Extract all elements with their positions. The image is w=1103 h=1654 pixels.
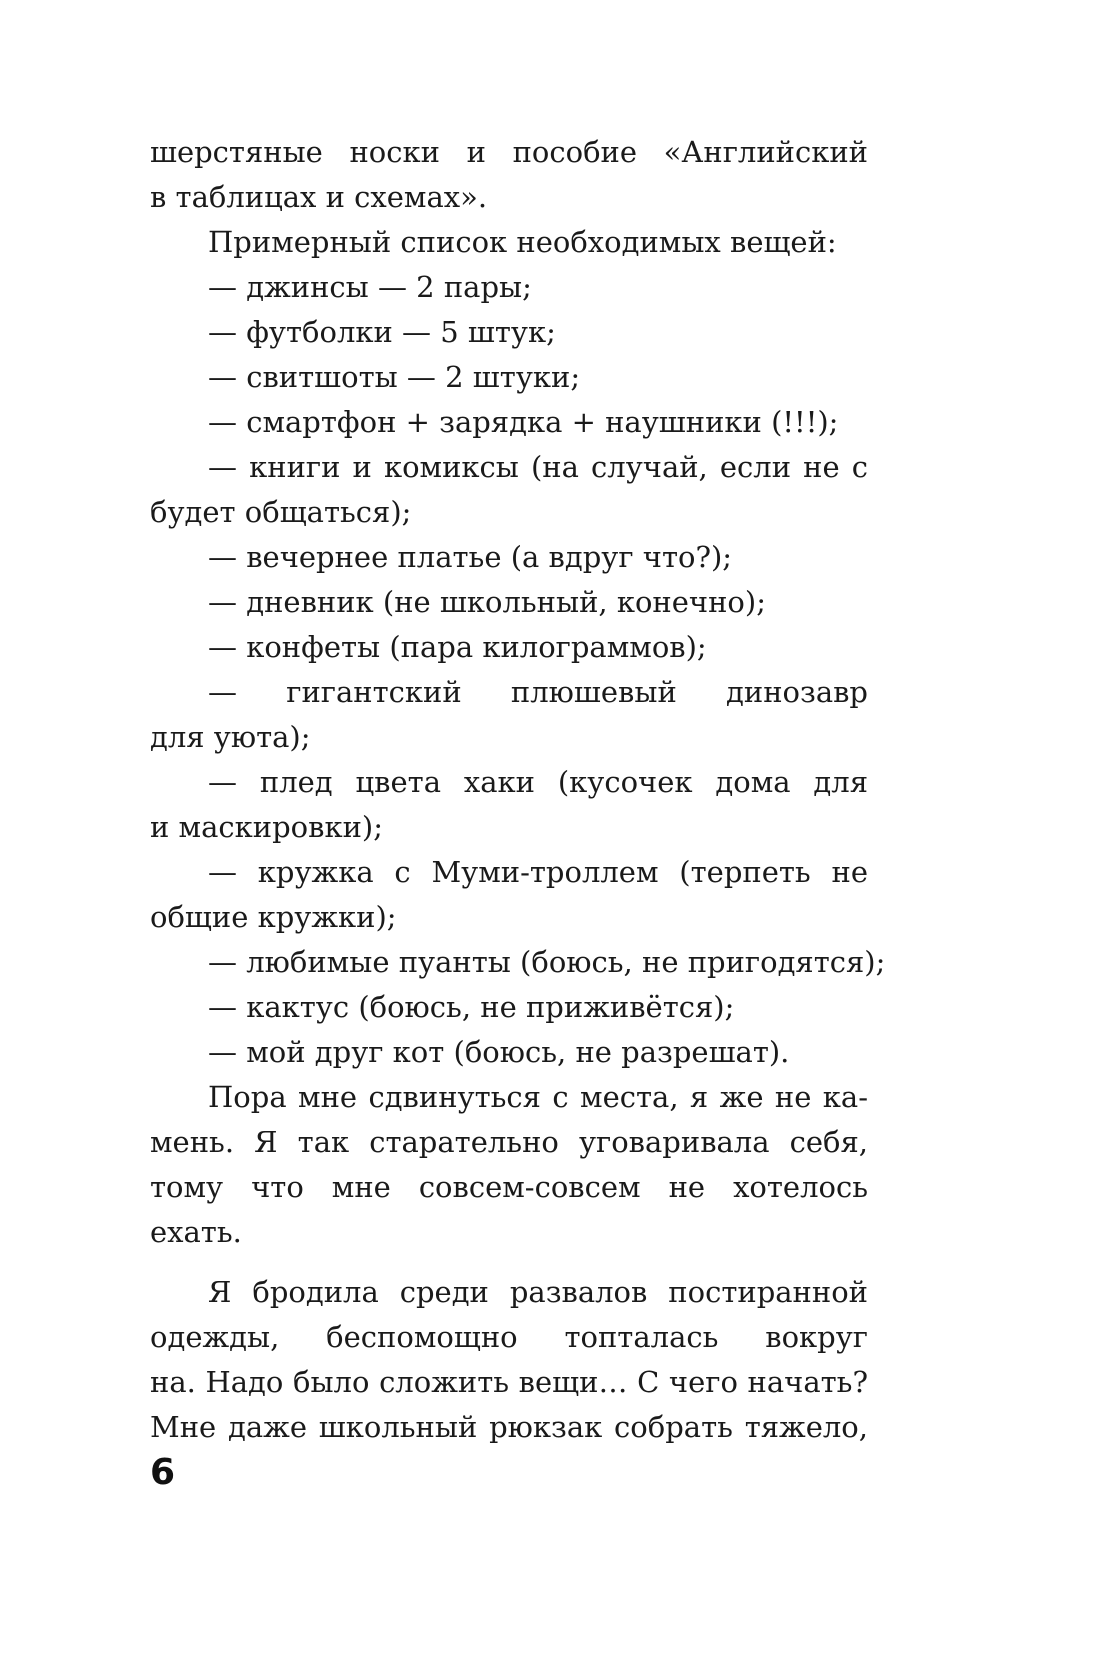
list-item: — футболки — 5 штук;	[208, 315, 556, 349]
paragraph-line: тому что мне совсем-совсем не хотелось	[150, 1170, 868, 1204]
list-item: — плед цвета хаки (кусочек дома для	[208, 765, 868, 799]
list-item: — вечернее платье (а вдруг что?);	[208, 540, 733, 574]
list-item: — книги и комиксы (на случай, если не с	[208, 450, 868, 484]
paragraph-line: ехать.	[150, 1215, 242, 1249]
list-item: — гигантский плюшевый динозавр	[208, 675, 868, 709]
list-item-continuation: общие кружки);	[150, 900, 397, 934]
paragraph-line: одежды, беспомощно топталась вокруг	[150, 1320, 868, 1354]
list-item: — любимые пуанты (боюсь, не пригодятся);	[208, 945, 886, 979]
text-line: в таблицах и схемах».	[150, 180, 488, 214]
page-body	[150, 130, 886, 1450]
list-item: — кактус (боюсь, не приживётся);	[208, 990, 735, 1024]
list-item: — свитшоты — 2 штуки;	[208, 360, 581, 394]
list-item: — конфеты (пара килограммов);	[208, 630, 707, 664]
list-item: — смартфон + зарядка + наушники (!!!);	[208, 405, 839, 439]
page-number: 6	[150, 1452, 176, 1493]
paragraph-line: на. Надо было сложить вещи… С чего начать?	[150, 1365, 868, 1399]
paragraph-line: Пора мне сдвинуться с места, я же не ка-	[208, 1080, 868, 1114]
paragraph-line: Мне даже школьный рюкзак собрать тяжело,	[150, 1410, 868, 1444]
list-item-continuation: будет общаться);	[150, 495, 412, 529]
text-line: шерстяные носки и пособие «Английский	[150, 135, 868, 169]
list-item: — мой друг кот (боюсь, не разрешат).	[208, 1035, 790, 1069]
list-item-continuation: для уюта);	[150, 720, 311, 754]
list-item: — кружка с Муми-троллем (терпеть не	[208, 855, 868, 889]
list-heading: Примерный список необходимых вещей:	[208, 225, 837, 259]
list-item-continuation: и маскировки);	[150, 810, 383, 844]
paragraph-line: Я бродила среди развалов постиранной	[208, 1275, 868, 1309]
paragraph-line: мень. Я так старательно уговаривала себя,	[150, 1125, 868, 1159]
list-item: — джинсы — 2 пары;	[208, 270, 532, 304]
list-item: — дневник (не школьный, конечно);	[208, 585, 766, 619]
